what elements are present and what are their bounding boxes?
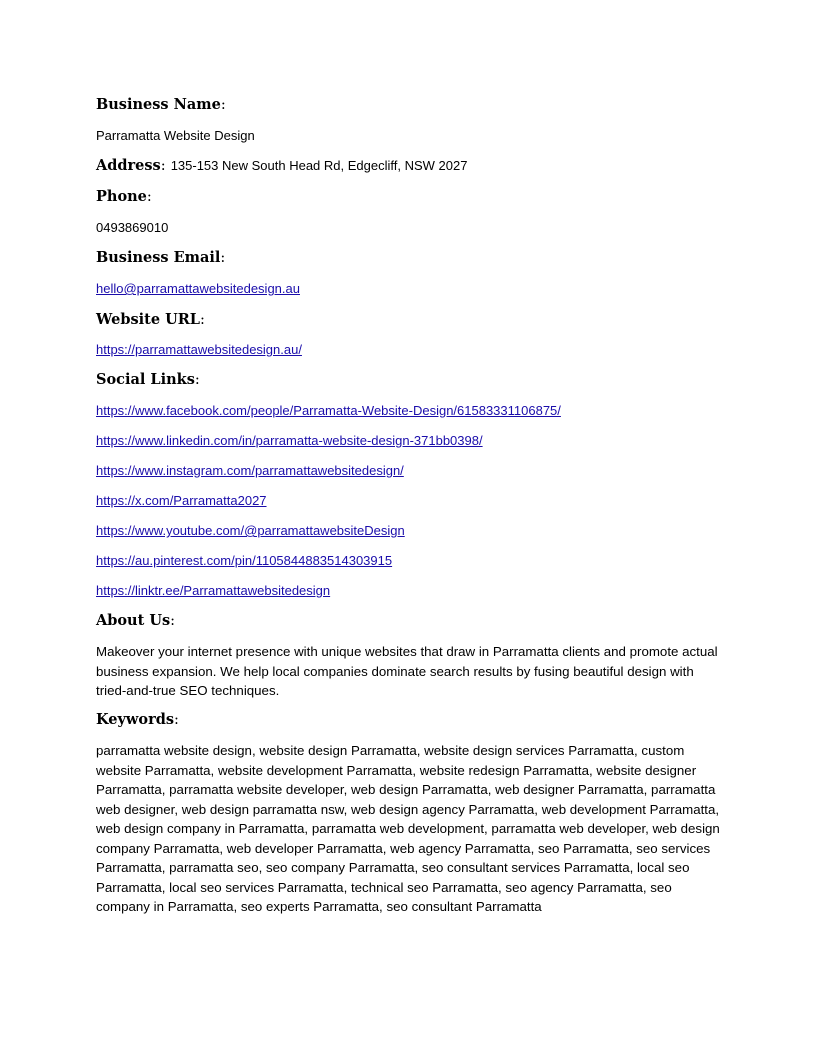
linktree-link[interactable]: https://linktr.ee/Parramattawebsitedesign — [96, 583, 331, 598]
phone-value: 0493869010 — [96, 220, 169, 235]
address-value: 135-153 New South Head Rd, Edgecliff, NSW 2027 — [170, 158, 468, 173]
about-us-label: About Us: — [96, 612, 176, 629]
social-link-item — [96, 492, 720, 510]
social-link-item — [96, 402, 720, 420]
about-us-text: Makeover your internet presence with unique websites that draw in Parramatta clients and promote actual business expansion. We help local companies dominate search results by fusing beautiful design with tried-and-true SEO techniques. — [96, 644, 718, 698]
website-url-value — [96, 341, 720, 359]
facebook-link[interactable]: https://www.facebook.com/people/Parramatta-Website-Design/61583331106875/ — [96, 403, 561, 418]
pinterest-link[interactable]: https://au.pinterest.com/pin/1105844883514303915 — [96, 553, 393, 568]
x-link[interactable]: https://x.com/Parramatta2027 — [96, 493, 267, 508]
youtube-link[interactable]: https://www.youtube.com/@parramattawebsiteDesign — [96, 523, 405, 538]
phone-label: Phone: — [96, 188, 152, 205]
email-link[interactable]: hello@parramattawebsitedesign.au — [96, 281, 300, 296]
keywords-label: Keywords: — [96, 711, 179, 728]
social-link-item — [96, 552, 720, 570]
instagram-link[interactable]: https://www.instagram.com/parramattawebsitedesign/ — [96, 463, 404, 478]
social-link-item — [96, 432, 720, 450]
keywords-text: parramatta website design, website design Parramatta, website design services Parramatta, custom website Parramatta, website development Parramatta, website redesign Parramatta, website designer Parramatta, parramatta website developer, web design Parramatta, web designer Parramatta, parramatta web designer, web design parramatta nsw, web design agency Parramatta, web development Parramatta, web design company in Parramatta, parramatta web development, parramatta web developer, web design company Parramatta, web developer Parramatta, web agency Parramatta, seo Parramatta, seo services Parramatta, parramatta seo, seo company Parramatta, seo consultant services Parramatta, local seo Parramatta, local seo services Parramatta, technical seo Parramatta, seo agency Parramatta, seo company in Parramatta, seo experts Parramatta, seo consultant Parramatta — [96, 743, 720, 914]
social-link-item — [96, 462, 720, 480]
social-links-label: Social Links: — [96, 371, 200, 388]
business-name-value: Parramatta Website Design — [96, 128, 255, 143]
business-email-value — [96, 280, 720, 298]
website-link[interactable]: https://parramattawebsitedesign.au/ — [96, 342, 302, 357]
address-label: Address: 135-153 New South Head Rd, Edgecliff, NSW 2027 — [96, 157, 468, 174]
website-url-label: Website URL: — [96, 311, 205, 328]
social-link-item — [96, 522, 720, 540]
business-name-label: Business Name: — [96, 96, 226, 113]
linkedin-link[interactable]: https://www.linkedin.com/in/parramatta-website-design-371bb0398/ — [96, 433, 483, 448]
business-email-label: Business Email: — [96, 249, 226, 266]
social-link-item — [96, 582, 720, 600]
